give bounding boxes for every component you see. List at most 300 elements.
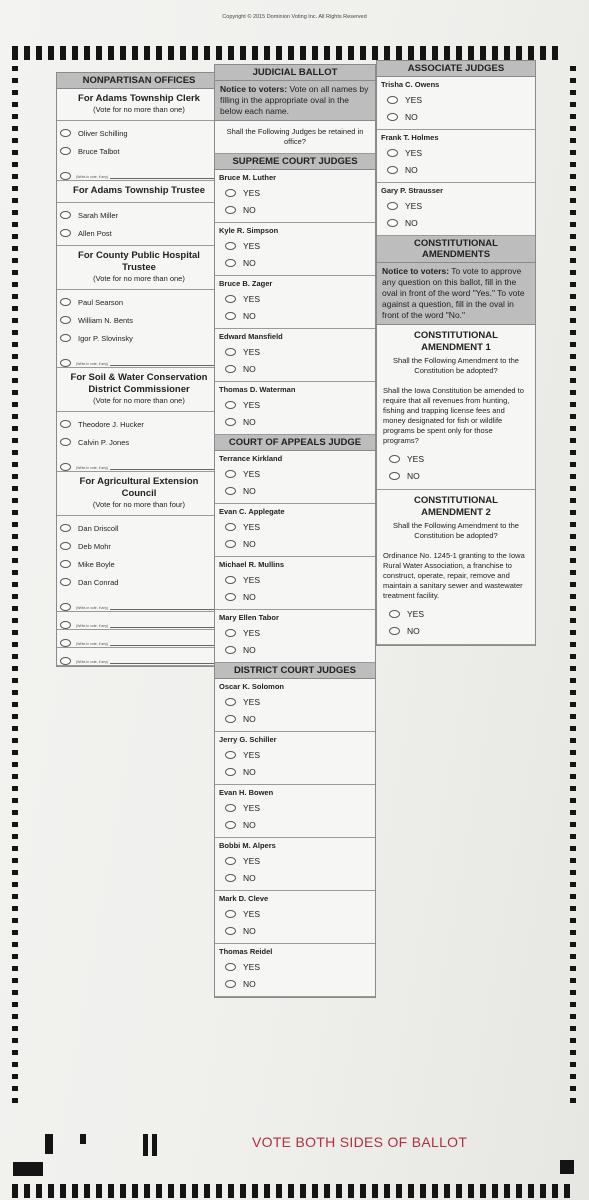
timing-mark: [528, 1184, 534, 1198]
timing-mark: [12, 210, 18, 215]
timing-mark: [84, 1184, 90, 1198]
judicial-box: [214, 64, 376, 998]
candidate-option[interactable]: [57, 206, 221, 224]
candidate-option[interactable]: [57, 142, 221, 160]
timing-mark: [516, 46, 522, 60]
write-in-line[interactable]: [110, 645, 217, 646]
write-in-option[interactable]: [57, 163, 221, 181]
candidate-oval[interactable]: [60, 560, 71, 568]
candidate-option[interactable]: [57, 537, 221, 555]
timing-mark: [12, 582, 18, 587]
judicial-notice-text: Vote on all names by filling in the appropriate oval in the below each name.: [220, 84, 369, 116]
timing-mark: [408, 46, 414, 60]
no-label: NO: [243, 766, 256, 777]
office-title: For Adams Township Clerk: [78, 93, 200, 104]
timing-mark: [168, 1184, 174, 1198]
judge-name: Evan H. Bowen: [219, 788, 274, 797]
timing-mark: [570, 162, 576, 167]
candidate-option[interactable]: [57, 311, 221, 329]
write-in-option[interactable]: [57, 630, 221, 648]
amendment-text: Ordinance No. 1245-1 granting to the Iowa Rural Water Association, a franchise to construct, operate, repair, remove and maintain a sanitary sewer and wastewater treatment facility.: [383, 551, 525, 600]
no-oval[interactable]: [225, 365, 236, 373]
yes-oval[interactable]: [225, 242, 236, 250]
write-in-line[interactable]: [110, 663, 217, 664]
judge-entry: [215, 329, 375, 382]
judge-entry: [215, 382, 375, 435]
timing-mark: [12, 426, 18, 431]
no-oval[interactable]: [225, 593, 236, 601]
timing-mark: [570, 414, 576, 419]
candidate-oval[interactable]: [60, 420, 71, 428]
write-in-oval[interactable]: [60, 603, 71, 611]
office-title: For County Public Hospital Trustee: [78, 250, 200, 273]
timing-mark: [570, 774, 576, 779]
judge-yes-option[interactable]: [381, 91, 531, 108]
timing-mark: [570, 834, 576, 839]
timing-mark: [132, 1184, 138, 1198]
yes-oval[interactable]: [225, 698, 236, 706]
amendment-yes-option[interactable]: [383, 605, 529, 622]
timing-mark: [570, 546, 576, 551]
write-in-option[interactable]: [57, 350, 221, 368]
judge-yes-option[interactable]: [219, 693, 371, 710]
yes-oval[interactable]: [225, 857, 236, 865]
judge-yes-option[interactable]: [219, 343, 371, 360]
judge-no-option[interactable]: [219, 413, 371, 430]
yes-oval[interactable]: [389, 455, 400, 463]
candidate-name: Allen Post: [78, 228, 112, 238]
write-in-oval[interactable]: [60, 359, 71, 367]
timing-mark: [216, 1184, 222, 1198]
timing-mark: [264, 1184, 270, 1198]
timing-mark: [570, 558, 576, 563]
yes-oval[interactable]: [225, 523, 236, 531]
candidate-option[interactable]: [57, 573, 221, 591]
no-oval[interactable]: [225, 312, 236, 320]
yes-label: YES: [243, 749, 261, 760]
timing-mark: [570, 594, 576, 599]
timing-mark: [80, 1134, 86, 1144]
judge-yes-option[interactable]: [219, 571, 371, 588]
timing-mark: [570, 390, 576, 395]
timing-mark: [36, 46, 42, 60]
district-court-list: [215, 679, 375, 997]
judge-no-option[interactable]: [381, 108, 531, 125]
candidate-option[interactable]: [57, 224, 221, 242]
candidate-oval[interactable]: [60, 438, 71, 446]
yes-oval[interactable]: [389, 610, 400, 618]
timing-mark: [204, 46, 210, 60]
timing-mark: [570, 234, 576, 239]
candidate-option[interactable]: [57, 433, 221, 451]
judge-yes-option[interactable]: [381, 197, 531, 214]
timing-mark: [60, 1184, 66, 1198]
yes-label: YES: [243, 696, 261, 707]
candidate-group: [57, 121, 221, 163]
judge-no-option[interactable]: [381, 214, 531, 231]
no-oval[interactable]: [225, 206, 236, 214]
timing-mark: [570, 186, 576, 191]
timing-mark: [444, 1184, 450, 1198]
yes-oval[interactable]: [225, 751, 236, 759]
judge-entry: [215, 732, 375, 785]
candidate-oval[interactable]: [60, 129, 71, 137]
yes-label: YES: [243, 627, 261, 638]
judge-no-option[interactable]: [219, 254, 371, 271]
timing-mark: [12, 46, 18, 60]
timing-mark: [312, 46, 318, 60]
timing-mark: [12, 954, 18, 959]
timing-mark: [570, 90, 576, 95]
timing-mark: [570, 762, 576, 767]
no-oval[interactable]: [225, 487, 236, 495]
candidate-group: [57, 203, 221, 246]
no-oval[interactable]: [225, 821, 236, 829]
no-label: NO: [405, 111, 418, 122]
judge-entry: [215, 276, 375, 329]
judge-entry: [377, 77, 535, 130]
no-oval[interactable]: [225, 980, 236, 988]
candidate-oval[interactable]: [60, 147, 71, 155]
judge-no-option[interactable]: [219, 588, 371, 605]
candidate-name: Mike Boyle: [78, 559, 115, 569]
no-oval[interactable]: [225, 418, 236, 426]
timing-mark: [60, 46, 66, 60]
judge-yes-option[interactable]: [219, 958, 371, 975]
judge-no-option[interactable]: [219, 975, 371, 992]
write-in-label: (Write-in vote, if any): [76, 660, 109, 664]
timing-mark: [12, 606, 18, 611]
timing-mark: [12, 522, 18, 527]
no-oval[interactable]: [225, 540, 236, 548]
no-label: NO: [243, 204, 256, 215]
judge-no-option[interactable]: [219, 482, 371, 499]
timing-mark: [420, 46, 426, 60]
amendment-yes-option[interactable]: [383, 450, 529, 467]
judge-no-option[interactable]: [219, 360, 371, 377]
timing-mark: [12, 1074, 18, 1079]
judge-yes-option[interactable]: [219, 852, 371, 869]
timing-mark: [48, 1184, 54, 1198]
judge-no-option[interactable]: [219, 763, 371, 780]
timing-mark: [570, 1002, 576, 1007]
timing-mark: [570, 306, 576, 311]
timing-mark: [12, 882, 18, 887]
no-label: NO: [407, 470, 420, 481]
office-header: [57, 368, 221, 412]
timing-mark: [570, 378, 576, 383]
timing-mark: [12, 786, 18, 791]
timing-mark: [570, 510, 576, 515]
timing-mark: [468, 46, 474, 60]
judge-yes-option[interactable]: [381, 144, 531, 161]
timing-mark: [192, 1184, 198, 1198]
office-instruction: (Vote for no more than one): [93, 396, 185, 405]
write-in-line[interactable]: [110, 469, 217, 470]
timing-mark: [12, 486, 18, 491]
retention-question: Shall the Following Judges be retained in office?: [215, 121, 375, 154]
timing-mark: [12, 966, 18, 971]
no-oval[interactable]: [225, 715, 236, 723]
timing-mark: [570, 222, 576, 227]
supreme-court-heading: SUPREME COURT JUDGES: [215, 154, 375, 170]
yes-label: YES: [243, 855, 261, 866]
candidate-group: [57, 516, 221, 594]
timing-mark: [12, 306, 18, 311]
yes-oval[interactable]: [387, 149, 398, 157]
amendment-title: CONSTITUTIONAL AMENDMENT 1: [414, 330, 498, 353]
office-title: For Adams Township Trustee: [73, 185, 205, 196]
judge-yes-option[interactable]: [219, 799, 371, 816]
judge-yes-option[interactable]: [219, 290, 371, 307]
candidate-option[interactable]: [57, 555, 221, 573]
write-in-option[interactable]: [57, 648, 221, 666]
timing-mark: [144, 1184, 150, 1198]
timing-mark: [12, 438, 18, 443]
no-oval[interactable]: [225, 874, 236, 882]
no-oval[interactable]: [225, 768, 236, 776]
yes-label: YES: [243, 574, 261, 585]
judge-yes-option[interactable]: [219, 905, 371, 922]
timing-mark: [570, 522, 576, 527]
timing-mark: [156, 1184, 162, 1198]
timing-mark: [12, 414, 18, 419]
yes-oval[interactable]: [225, 963, 236, 971]
timing-mark: [12, 450, 18, 455]
timing-mark: [570, 906, 576, 911]
write-in-line[interactable]: [110, 178, 217, 179]
judicial-column: [214, 64, 376, 998]
timing-mark: [12, 162, 18, 167]
write-in-oval[interactable]: [60, 172, 71, 180]
timing-mark: [240, 46, 246, 60]
timing-mark: [360, 46, 366, 60]
timing-mark: [288, 46, 294, 60]
amendment-no-option[interactable]: [383, 467, 529, 484]
write-in-oval[interactable]: [60, 657, 71, 665]
timing-mark: [570, 1062, 576, 1067]
timing-mark: [570, 198, 576, 203]
no-oval[interactable]: [225, 646, 236, 654]
timing-mark: [84, 46, 90, 60]
amendment-title: CONSTITUTIONAL AMENDMENT 2: [414, 495, 498, 518]
timing-mark: [570, 714, 576, 719]
timing-mark: [504, 46, 510, 60]
judge-entry: [215, 451, 375, 504]
candidate-name: Dan Driscoll: [78, 523, 119, 533]
candidate-oval[interactable]: [60, 578, 71, 586]
candidate-option[interactable]: [57, 124, 221, 142]
write-in-oval[interactable]: [60, 463, 71, 471]
timing-mark: [12, 726, 18, 731]
timing-mark: [492, 1184, 498, 1198]
no-label: NO: [243, 363, 256, 374]
timing-mark: [570, 882, 576, 887]
no-oval[interactable]: [225, 259, 236, 267]
timing-mark: [12, 198, 18, 203]
judge-no-option[interactable]: [381, 161, 531, 178]
judge-no-option[interactable]: [219, 816, 371, 833]
district-court-heading: DISTRICT COURT JUDGES: [215, 663, 375, 679]
timing-mark: [420, 1184, 426, 1198]
timing-mark: [12, 1098, 18, 1103]
judge-yes-option[interactable]: [219, 624, 371, 641]
judicial-heading: JUDICIAL BALLOT: [215, 65, 375, 81]
yes-label: YES: [407, 608, 425, 619]
no-oval[interactable]: [389, 627, 400, 635]
yes-label: YES: [243, 187, 261, 198]
yes-oval[interactable]: [225, 189, 236, 197]
amendment-no-option[interactable]: [383, 622, 529, 639]
timing-mark: [12, 834, 18, 839]
timing-mark: [12, 762, 18, 767]
judge-name: Mark D. Cleve: [219, 894, 269, 903]
write-in-option[interactable]: [57, 612, 221, 630]
timing-mark: [12, 678, 18, 683]
no-oval[interactable]: [387, 113, 398, 121]
no-oval[interactable]: [225, 927, 236, 935]
timing-mark: [12, 870, 18, 875]
yes-oval[interactable]: [387, 96, 398, 104]
no-oval[interactable]: [389, 472, 400, 480]
yes-oval[interactable]: [225, 804, 236, 812]
constitutional-heading: CONSTITUTIONAL AMENDMENTS: [377, 236, 535, 263]
no-oval[interactable]: [387, 166, 398, 174]
timing-mark: [432, 46, 438, 60]
write-in-line[interactable]: [110, 609, 217, 610]
timing-mark: [570, 114, 576, 119]
write-in-line[interactable]: [110, 365, 217, 366]
judge-yes-option[interactable]: [219, 184, 371, 201]
no-label: NO: [243, 644, 256, 655]
judge-no-option[interactable]: [219, 869, 371, 886]
timing-mark: [12, 978, 18, 983]
candidate-oval[interactable]: [60, 542, 71, 550]
write-in-option[interactable]: [57, 454, 221, 472]
write-in-oval[interactable]: [60, 621, 71, 629]
judge-no-option[interactable]: [219, 535, 371, 552]
timing-mark: [570, 150, 576, 155]
yes-oval[interactable]: [225, 348, 236, 356]
write-in-line[interactable]: [110, 627, 217, 628]
yes-oval[interactable]: [387, 202, 398, 210]
judge-entry: [215, 610, 375, 663]
timing-mark: [324, 1184, 330, 1198]
judge-name: Jerry G. Schiller: [219, 735, 277, 744]
candidate-option[interactable]: [57, 293, 221, 311]
timing-mark: [570, 450, 576, 455]
write-in-oval[interactable]: [60, 639, 71, 647]
yes-label: YES: [407, 453, 425, 464]
write-in-option[interactable]: [57, 594, 221, 612]
timing-mark: [12, 642, 18, 647]
no-label: NO: [243, 713, 256, 724]
timing-mark: [570, 330, 576, 335]
timing-mark: [156, 46, 162, 60]
timing-mark: [372, 46, 378, 60]
candidate-option[interactable]: [57, 329, 221, 347]
timing-mark: [570, 282, 576, 287]
judge-no-option[interactable]: [219, 307, 371, 324]
candidate-name: Paul Searson: [78, 297, 124, 307]
judge-yes-option[interactable]: [219, 746, 371, 763]
candidate-option[interactable]: [57, 519, 221, 537]
timing-mark: [120, 46, 126, 60]
timing-mark: [12, 594, 18, 599]
timing-mark: [12, 174, 18, 179]
timing-mark: [552, 1184, 558, 1198]
yes-oval[interactable]: [225, 629, 236, 637]
timing-mark: [468, 1184, 474, 1198]
constitutional-notice-text: To vote to approve any question on this ballot, fill in the oval in front of the word "Yes." To vote against a question, fill in the oval in front of the word "No.": [382, 266, 525, 320]
judge-yes-option[interactable]: [219, 237, 371, 254]
court-of-appeals-list: [215, 451, 375, 663]
timing-mark: [570, 78, 576, 83]
timing-mark: [12, 714, 18, 719]
candidate-oval[interactable]: [60, 229, 71, 237]
constitutional-notice-label: Notice to voters:: [382, 266, 450, 276]
yes-oval[interactable]: [225, 401, 236, 409]
judge-no-option[interactable]: [219, 710, 371, 727]
timing-mark: [570, 102, 576, 107]
timing-mark: [96, 46, 102, 60]
no-oval[interactable]: [387, 219, 398, 227]
judge-entry: [215, 557, 375, 610]
judge-name: Gary P. Strausser: [381, 186, 443, 195]
judge-no-option[interactable]: [219, 201, 371, 218]
yes-label: YES: [405, 200, 423, 211]
judge-entry: [215, 679, 375, 732]
timing-mark: [570, 1026, 576, 1031]
judge-entry: [215, 223, 375, 276]
candidate-oval[interactable]: [60, 334, 71, 342]
timing-mark: [12, 474, 18, 479]
yes-oval[interactable]: [225, 470, 236, 478]
candidate-oval[interactable]: [60, 298, 71, 306]
candidate-oval[interactable]: [60, 524, 71, 532]
candidate-oval[interactable]: [60, 211, 71, 219]
judge-yes-option[interactable]: [219, 465, 371, 482]
judge-no-option[interactable]: [219, 922, 371, 939]
amendment-text: Shall the Iowa Constitution be amended to require that all revenues from hunting, fishing and trapping license fees and money designated for fish or wildlife programs be spent only for those programs?: [383, 386, 524, 445]
timing-mark: [300, 46, 306, 60]
timing-mark: [12, 126, 18, 131]
timing-mark: [12, 534, 18, 539]
judge-no-option[interactable]: [219, 641, 371, 658]
candidate-name: Deb Mohr: [78, 541, 111, 551]
timing-mark: [12, 366, 18, 371]
yes-oval[interactable]: [225, 295, 236, 303]
judge-yes-option[interactable]: [219, 396, 371, 413]
write-in-label: (Write-in vote, if any): [76, 362, 109, 366]
amendment-list: [377, 325, 535, 645]
no-label: NO: [243, 591, 256, 602]
timing-mark: [12, 78, 18, 83]
amendment-entry: [377, 490, 535, 645]
timing-mark: [168, 46, 174, 60]
yes-oval[interactable]: [225, 910, 236, 918]
timing-mark: [570, 810, 576, 815]
yes-oval[interactable]: [225, 576, 236, 584]
amendment-entry: [377, 325, 535, 490]
candidate-oval[interactable]: [60, 316, 71, 324]
timing-mark: [570, 798, 576, 803]
judge-yes-option[interactable]: [219, 518, 371, 535]
no-label: NO: [243, 416, 256, 427]
candidate-option[interactable]: [57, 415, 221, 433]
timing-mark: [570, 858, 576, 863]
yes-label: YES: [405, 94, 423, 105]
